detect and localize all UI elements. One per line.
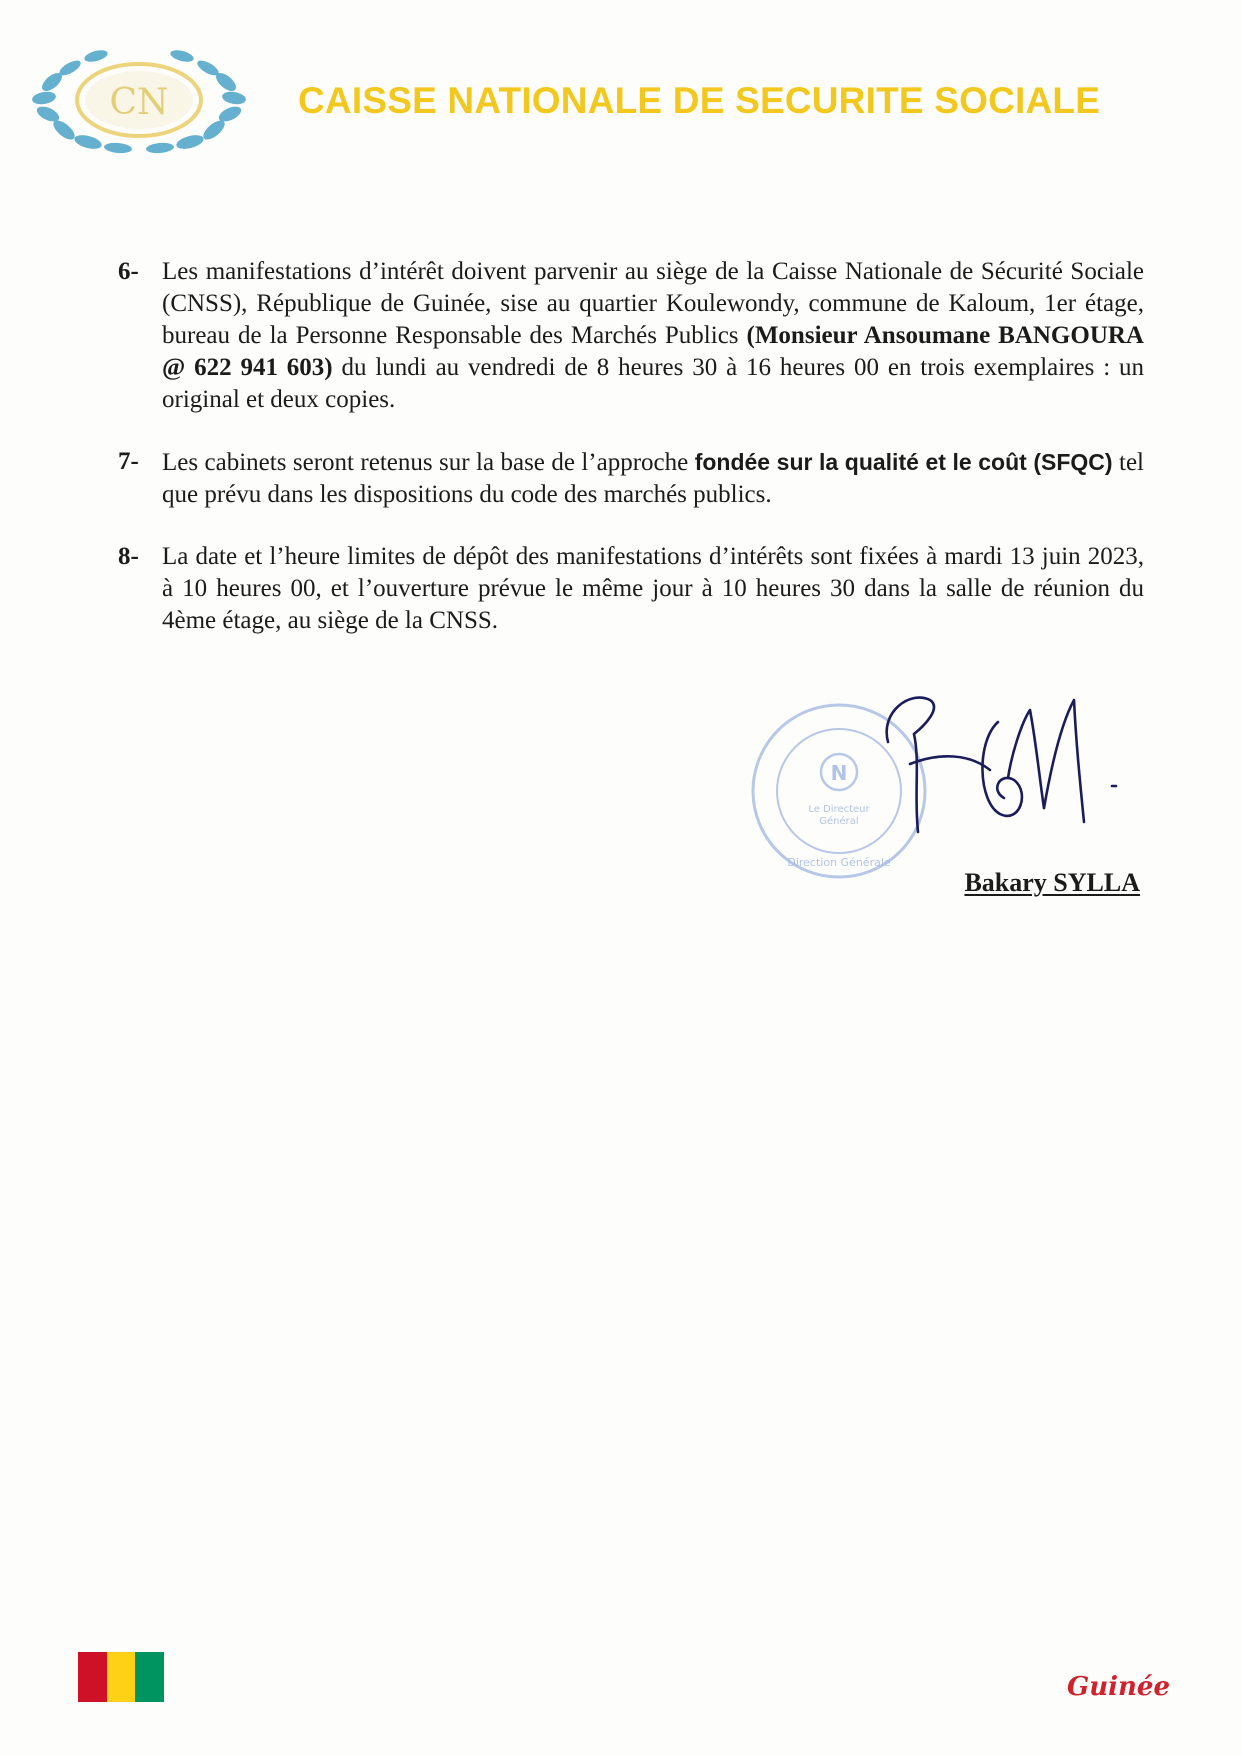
- item-text-part: du lundi au vendredi de 8 heures 30 à 16 heures 00 en trois exemplaires : un original et deux copies.: [162, 354, 1144, 413]
- item-text: [162, 256, 1144, 416]
- handwritten-signature-icon: [880, 682, 1140, 852]
- organization-title: CAISSE NATIONALE DE SECURITE SOCIALE: [298, 80, 1101, 121]
- svg-text:Général: Général: [819, 816, 859, 827]
- item-text-part: La date et l’heure limites de dépôt des manifestations d’intérêts sont fixées à mardi 13 juin 2023, à 10 heures 00, et l’ouverture prévue le même jour à 10 heures 30 dans la salle de réunion du 4ème étage, au siège de la CNSS.: [162, 543, 1144, 634]
- wreath-logo-icon: [30, 42, 248, 154]
- guinee-brand-logo: Guinée: [1067, 1672, 1170, 1702]
- signer-name: Bakary SYLLA: [964, 868, 1140, 897]
- item-text-part: tel que prévu dans les dispositions du code des marchés publics.: [162, 449, 1144, 508]
- list-item: [118, 541, 1144, 637]
- flag-stripe-yellow: [107, 1652, 136, 1702]
- svg-text:CN: CN: [109, 82, 169, 123]
- item-number: 8-: [118, 543, 139, 570]
- item-number: 7-: [118, 448, 139, 475]
- numbered-items: [118, 256, 1144, 667]
- flag-stripe-green: [135, 1652, 164, 1702]
- item-text-part: Les manifestations d’intérêt doivent parvenir au siège de la Caisse Nationale de Sécurité Sociale (CNSS), République de Guinée, sise au quartier Koulewondy, commune de Kaloum, 1er étage, bureau de la Personne Responsable des Marchés Publics: [162, 258, 1144, 349]
- list-item: [118, 446, 1144, 511]
- item-number: 6-: [118, 258, 139, 285]
- guinea-flag-icon: [78, 1652, 164, 1702]
- item-text-part: Les cabinets seront retenus sur la base de l’approche: [162, 449, 695, 476]
- list-item: [118, 256, 1144, 416]
- svg-text:N: N: [830, 761, 848, 785]
- svg-text:Le Directeur: Le Directeur: [808, 804, 870, 815]
- svg-text:Direction Générale: Direction Générale: [787, 856, 891, 869]
- contact-person: (Monsieur Ansoumane BANGOURA @ 622 941 603): [162, 322, 1144, 381]
- selection-method: fondée sur la qualité et le coût (SFQC): [694, 449, 1113, 475]
- item-text: [162, 446, 1144, 511]
- flag-stripe-red: [78, 1652, 107, 1702]
- item-text: [162, 541, 1144, 637]
